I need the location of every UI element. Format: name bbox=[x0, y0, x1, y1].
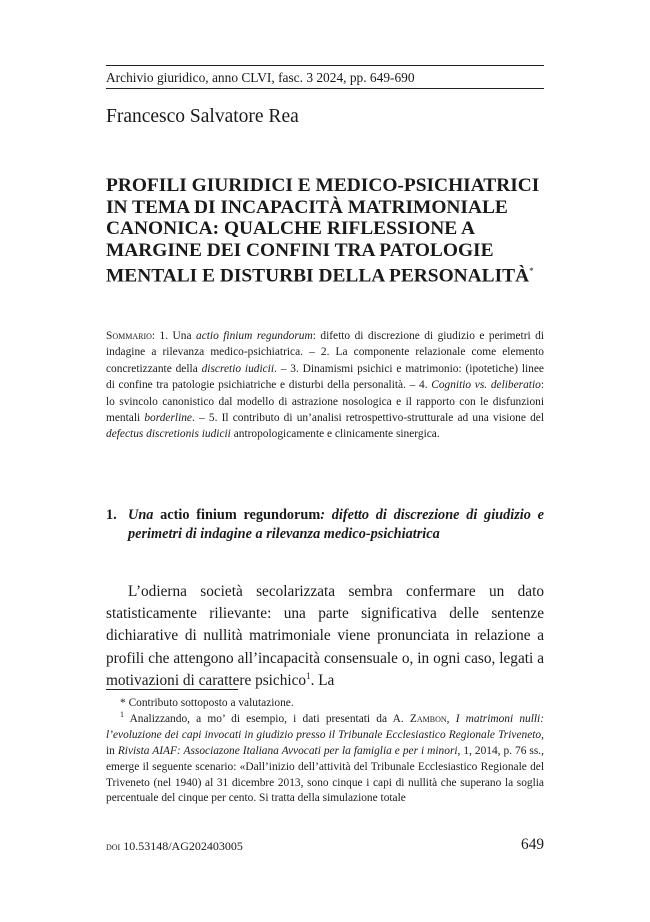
footnote-1-text: , 1, 2014, p. 76 ss., emerge il seguente scenario: «Dall’inizio dell’attività del Tribunale Ecclesiastico Regionale del Triveneto (nel 1940) al 31 dicembre 2013, sono cinque i capi di nullità che superano la soglia percentuale del cinque per cento. Si tratta della simulazione totale bbox=[106, 744, 544, 805]
header-top-rule bbox=[106, 65, 544, 66]
summary-lead: Sommario: bbox=[106, 330, 156, 342]
section-title-part: : difetto di discrezione di giudizio e perimetri di indagine a rilevanza medico-psichiatrica bbox=[128, 507, 544, 543]
footnote-1-author: Zambon bbox=[409, 712, 447, 725]
footnote-separator bbox=[106, 689, 238, 690]
summary-text: 1. Una bbox=[155, 330, 196, 342]
author-name: Francesco Salvatore Rea bbox=[106, 106, 299, 127]
footnote-ref-1[interactable]: 1 bbox=[306, 670, 311, 681]
doi-value[interactable]: 10.53148/AG202403005 bbox=[120, 839, 243, 853]
article-title bbox=[106, 175, 544, 287]
footnote-1-text: , in bbox=[106, 728, 544, 757]
summary-italic: Cognitio vs. deliberatio bbox=[431, 379, 541, 392]
summary-text: : lo svincolo canonistico dal modello di astrazione nosologica e il rapporto con le disfunzioni mentali bbox=[106, 379, 544, 425]
body-paragraph bbox=[106, 581, 544, 692]
section-title-part: Una bbox=[128, 507, 161, 523]
footnote-star bbox=[106, 696, 544, 712]
header-bottom-rule bbox=[106, 88, 544, 89]
section-title bbox=[128, 506, 544, 545]
body-paragraph-text: L’odierna società secolarizzata sembra confermare un dato statisticamente rilievante: una parte significativa delle sentenze dichiarative di nullità matrimoniale viene pronunciata in relazione a profili che attengono all’incapacità consensuale o, in ogni caso, legati a motivazioni di carattere psichico bbox=[106, 583, 544, 689]
title-footnote-marker: * bbox=[529, 266, 534, 277]
footnote-1-text: Analizzando, a mo’ di esempio, i dati presentati da A. bbox=[129, 712, 410, 725]
summary-italic: actio finium regundorum bbox=[196, 330, 313, 342]
summary-block bbox=[106, 328, 544, 443]
summary-text: . – 3. Dinamismi psichici e matrimonio: (ipotetiche) linee di confine tra patologie psichiatriche e disturbi della personalità. – 4. bbox=[106, 362, 544, 392]
journal-citation: Archivio giuridico, anno CLVI, fasc. 3 2024, pp. 649-690 bbox=[106, 70, 415, 85]
summary-italic: borderline bbox=[144, 412, 192, 425]
footnotes-block bbox=[106, 696, 544, 807]
section-heading bbox=[106, 506, 544, 545]
summary-italic: discretio iudicii bbox=[201, 362, 275, 375]
footnote-1-marker: 1 bbox=[120, 710, 124, 720]
footnote-1-text: , bbox=[446, 712, 456, 725]
footnote-star-marker: * bbox=[120, 697, 126, 709]
page-number: 649 bbox=[521, 836, 544, 853]
footnote-1-journal: Rivista AIAF: Associazone Italiana Avvocati per la famiglia e per i minori bbox=[117, 744, 458, 757]
summary-text: : difetto di discrezione di giudizio e perimetri di indagine a rilevanza medico-psichiatrica. – 2. La componente relazionale come elemento concretizzante della bbox=[106, 330, 544, 375]
footnote-1-title: I matrimoni nulli: l’evoluzione dei capi invocati in giudizio presso il Tribunale Ecclesiastico Regionale Triveneto bbox=[106, 712, 545, 741]
doi-line bbox=[106, 839, 243, 854]
paper-page bbox=[106, 0, 544, 922]
section-title-roman: actio finium regundorum bbox=[160, 507, 321, 523]
footnote-star-text: Contributo sottoposto a valutazione. bbox=[128, 697, 294, 709]
summary-text: antropologicamente e clinicamente sinergica. bbox=[230, 428, 440, 441]
footnote-1 bbox=[106, 712, 544, 807]
body-paragraph-tail: . La bbox=[310, 671, 335, 689]
summary-italic: defectus discretionis iudicii bbox=[106, 428, 231, 441]
section-number: 1. bbox=[106, 507, 117, 523]
doi-label: doi bbox=[106, 839, 121, 853]
summary-text: . – 5. Il contributo di un’analisi retrospettivo-strutturale ad una visione del bbox=[192, 412, 544, 425]
article-title-text: PROFILI GIURIDICI E MEDICO-PSICHIATRICI IN TEMA DI INCAPACITÀ MATRIMONIALE CANONICA: QUALCHE RIFLESSIONE A MARGINE DEI CONFINI TRA PATOLOGIE MENTALI E DISTURBI DELLA PERSONALITÀ bbox=[106, 175, 540, 287]
